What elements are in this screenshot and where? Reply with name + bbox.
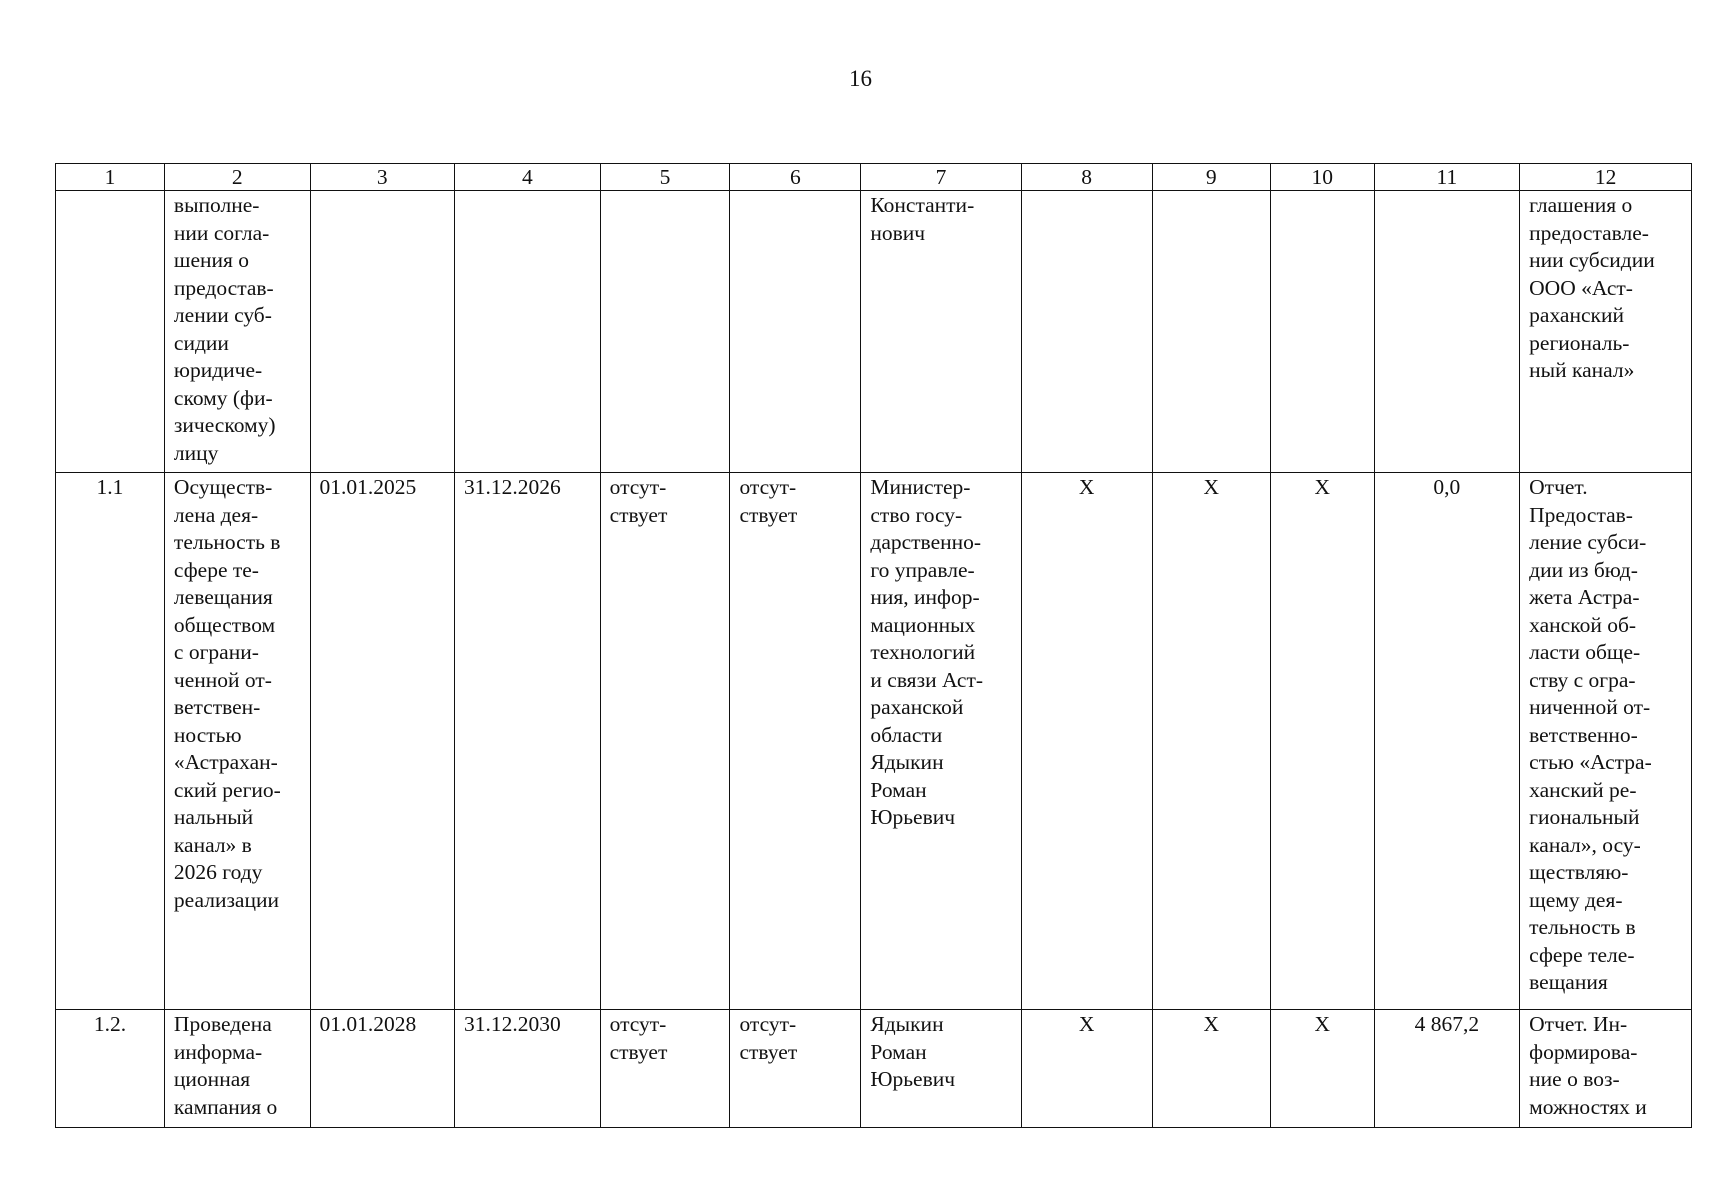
table-row-1-2 bbox=[56, 1010, 1692, 1128]
cell-event-name: Проведена информа- ционная кампания о bbox=[164, 1010, 310, 1128]
column-header-10: 10 bbox=[1270, 164, 1374, 191]
column-header-1: 1 bbox=[56, 164, 165, 191]
cell-end-date bbox=[455, 191, 601, 473]
header-row bbox=[56, 164, 1692, 191]
cell-amount bbox=[1374, 191, 1520, 473]
cell-col-8: X bbox=[1021, 473, 1152, 1010]
cell-col-10: X bbox=[1270, 473, 1374, 1010]
cell-col-10: X bbox=[1270, 1010, 1374, 1128]
cell-col-5 bbox=[600, 191, 730, 473]
column-header-3: 3 bbox=[310, 164, 455, 191]
cell-col-9: X bbox=[1152, 1010, 1270, 1128]
cell-responsible: Ядыкин Роман Юрьевич bbox=[861, 1010, 1021, 1128]
table-row-continuation bbox=[56, 191, 1692, 473]
cell-col-9 bbox=[1152, 191, 1270, 473]
cell-col-6: отсут- ствует bbox=[730, 473, 861, 1010]
cell-col-8 bbox=[1021, 191, 1152, 473]
cell-col-9: X bbox=[1152, 473, 1270, 1010]
cell-responsible: Министер- ство госу- дарственно- го управле- ния, инфор- мационных технологий и связи Аст- раханской области Ядыкин Роман Юрьевич bbox=[861, 473, 1021, 1010]
table-row-1-1 bbox=[56, 473, 1692, 1010]
cell-col-6: отсут- ствует bbox=[730, 1010, 861, 1128]
cell-start-date bbox=[310, 191, 455, 473]
cell-result: Отчет. Ин- формирова- ние о воз- можностях и bbox=[1520, 1010, 1692, 1128]
cell-amount: 0,0 bbox=[1374, 473, 1520, 1010]
column-header-12: 12 bbox=[1520, 164, 1692, 191]
page-number: 16 bbox=[849, 66, 872, 91]
column-header-2: 2 bbox=[164, 164, 310, 191]
column-header-5: 5 bbox=[600, 164, 730, 191]
cell-result: Отчет. Предостав- ление субси- дии из бюд- жета Астра- ханской об- ласти обще- ству с огра- ниченной от- ветственно- стью «Астра- ханский ре- гиональный канал», осу- ществляю- щему дея- тельность в сфере теле- вещания bbox=[1520, 473, 1692, 1010]
cell-start-date: 01.01.2025 bbox=[310, 473, 455, 1010]
cell-start-date: 01.01.2028 bbox=[310, 1010, 455, 1128]
cell-amount: 4 867,2 bbox=[1374, 1010, 1520, 1128]
cell-col-8: X bbox=[1021, 1010, 1152, 1128]
cell-result: глашения о предоставле- нии субсидии ООО «Аст- раханский региональ- ный канал» bbox=[1520, 191, 1692, 473]
cell-col-6 bbox=[730, 191, 861, 473]
cell-event-name: выполне- нии согла- шения о предостав- лении суб- сидии юридиче- скому (фи- зическому) лицу bbox=[164, 191, 310, 473]
plan-table bbox=[55, 163, 1692, 1128]
cell-col-10 bbox=[1270, 191, 1374, 473]
column-header-11: 11 bbox=[1374, 164, 1520, 191]
cell-event-name: Осуществ- лена дея- тельность в сфере те- левещания обществом с ограни- ченной от- ветствен- ностью «Астрахан- ский регио- нальный канал» в 2026 году реализации bbox=[164, 473, 310, 1010]
cell-number bbox=[56, 191, 165, 473]
cell-number: 1.1 bbox=[56, 473, 165, 1010]
column-header-4: 4 bbox=[455, 164, 601, 191]
cell-number: 1.2. bbox=[56, 1010, 165, 1128]
column-header-6: 6 bbox=[730, 164, 861, 191]
cell-responsible: Константи- нович bbox=[861, 191, 1021, 473]
column-header-9: 9 bbox=[1152, 164, 1270, 191]
column-header-7: 7 bbox=[861, 164, 1021, 191]
column-header-8: 8 bbox=[1021, 164, 1152, 191]
cell-end-date: 31.12.2026 bbox=[455, 473, 601, 1010]
cell-col-5: отсут- ствует bbox=[600, 473, 730, 1010]
cell-end-date: 31.12.2030 bbox=[455, 1010, 601, 1128]
cell-col-5: отсут- ствует bbox=[600, 1010, 730, 1128]
